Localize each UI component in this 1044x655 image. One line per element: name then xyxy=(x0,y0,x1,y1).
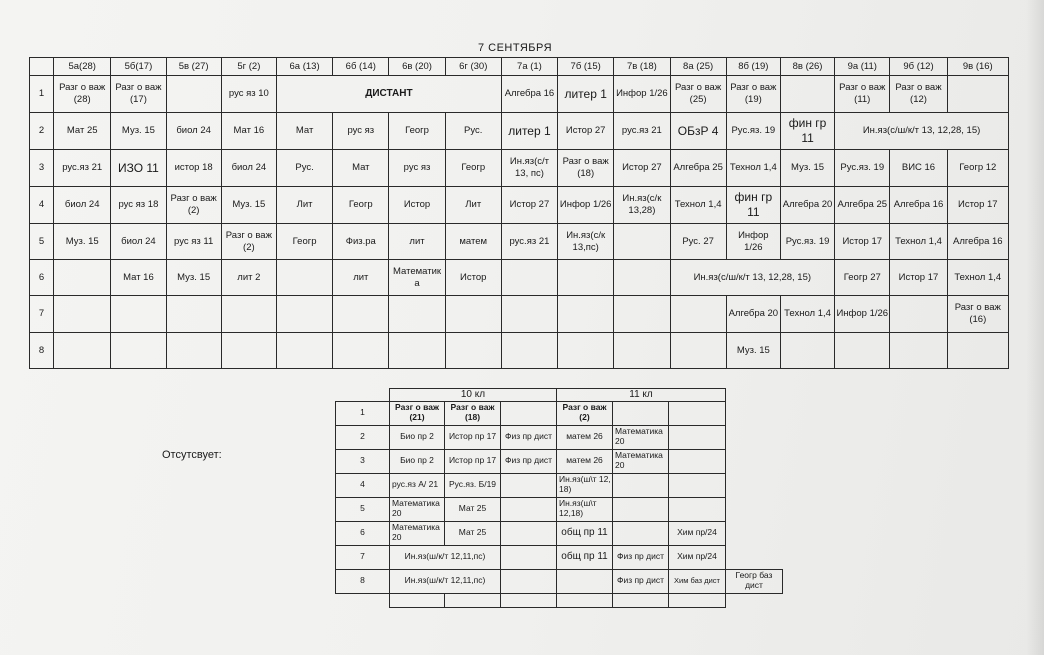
lesson-cell xyxy=(333,333,389,369)
lesson-cell: Алгебра 20 xyxy=(726,296,780,333)
lesson-cell: Истор пр 17 xyxy=(445,425,501,449)
lesson-cell: Алгебра 25 xyxy=(670,150,726,187)
lesson-cell: фин гр 11 xyxy=(726,187,780,224)
lesson-cell: Лит xyxy=(445,187,501,224)
lesson-cell: Геогр 27 xyxy=(835,260,890,296)
lesson-cell xyxy=(669,473,726,497)
lesson-cell xyxy=(613,497,669,521)
lesson-cell: биол 24 xyxy=(54,187,111,224)
lesson-cell xyxy=(669,425,726,449)
grade-header-row xyxy=(336,389,783,402)
lesson-cell xyxy=(276,296,332,333)
lesson-cell: рус яз 18 xyxy=(111,187,166,224)
lesson-number: 1 xyxy=(30,76,54,113)
lesson-cell: рус яз 11 xyxy=(166,224,221,260)
lesson-cell: Истор 27 xyxy=(501,187,557,224)
lesson-cell: Рус.яз. 19 xyxy=(726,113,780,150)
lesson-cell xyxy=(166,333,221,369)
lesson-number: 5 xyxy=(336,497,390,521)
lesson-cell: Рус.яз. 19 xyxy=(780,224,834,260)
lesson-cell: лит xyxy=(333,260,389,296)
class-header: 7а (1) xyxy=(501,58,557,76)
lesson-cell xyxy=(221,333,276,369)
lesson-cell xyxy=(54,333,111,369)
class-header: 9в (16) xyxy=(947,58,1008,76)
lesson-cell: биол 24 xyxy=(111,224,166,260)
lesson-row xyxy=(336,497,783,521)
lesson-cell: лит xyxy=(389,224,445,260)
lesson-row xyxy=(336,473,783,497)
lesson-cell xyxy=(276,260,332,296)
lesson-cell: Геогр xyxy=(445,150,501,187)
lesson-cell: фин гр 11 xyxy=(780,113,834,150)
lesson-cell xyxy=(614,260,670,296)
lesson-cell: Муз. 15 xyxy=(780,150,834,187)
lesson-cell xyxy=(670,333,726,369)
lesson-cell: рус.яз 21 xyxy=(501,224,557,260)
lesson-cell: истор 18 xyxy=(166,150,221,187)
lesson-cell xyxy=(669,401,726,425)
lesson-number: 7 xyxy=(336,545,390,569)
lesson-cell: Муз. 15 xyxy=(54,224,111,260)
lesson-cell: ИЗО 11 xyxy=(111,150,166,187)
class-header: 6а (13) xyxy=(276,58,332,76)
class-header: 8в (26) xyxy=(780,58,834,76)
lesson-cell: Разг о важ (2) xyxy=(557,401,613,425)
lesson-cell xyxy=(501,593,557,607)
lesson-cell: Технол 1,4 xyxy=(890,224,947,260)
lesson-cell xyxy=(445,593,501,607)
grade-11-header: 11 кл xyxy=(557,389,726,402)
merged-lesson-cell: Ин.яз(ш/к/т 12,11,пс) xyxy=(390,545,501,569)
blank-cell xyxy=(726,497,783,521)
lesson-cell xyxy=(501,473,557,497)
lesson-cell: Хим пр/24 xyxy=(669,545,726,569)
lesson-cell xyxy=(780,333,834,369)
lesson-number: 3 xyxy=(336,449,390,473)
lesson-cell: биол 24 xyxy=(221,150,276,187)
lesson-row xyxy=(30,76,1009,113)
lesson-cell: Истор 17 xyxy=(947,187,1008,224)
lesson-cell: Физ.ра xyxy=(333,224,389,260)
lesson-cell: Физ пр дист xyxy=(613,569,669,593)
lesson-cell xyxy=(614,224,670,260)
lesson-cell: Рус. xyxy=(276,150,332,187)
lesson-cell: Разг о важ (25) xyxy=(670,76,726,113)
lesson-row xyxy=(336,569,783,593)
lesson-cell: общ пр 11 xyxy=(557,545,613,569)
lesson-row xyxy=(30,113,1009,150)
lesson-cell: Разг о важ (17) xyxy=(111,76,166,113)
lesson-cell: Технол 1,4 xyxy=(947,260,1008,296)
lesson-cell xyxy=(558,260,614,296)
lesson-cell: Истор пр 17 xyxy=(445,449,501,473)
lesson-cell xyxy=(890,333,947,369)
lesson-cell: Разг о важ (18) xyxy=(445,401,501,425)
lesson-number: 4 xyxy=(30,187,54,224)
lesson-number: 2 xyxy=(30,113,54,150)
lesson-cell: Математика 20 xyxy=(390,497,445,521)
lesson-cell: Геогр баз дист xyxy=(726,569,783,593)
lesson-cell: Инфор 1/26 xyxy=(614,76,670,113)
lesson-cell xyxy=(166,76,221,113)
lesson-number: 8 xyxy=(30,333,54,369)
lesson-cell: Математика xyxy=(389,260,445,296)
blank-cell xyxy=(726,593,783,607)
lesson-row xyxy=(30,333,1009,369)
lesson-cell: Ин.яз(ш\т 12, 18) xyxy=(557,473,613,497)
lesson-row xyxy=(336,545,783,569)
lesson-cell: Рус.яз. 19 xyxy=(835,150,890,187)
class-header: 6в (20) xyxy=(389,58,445,76)
lesson-cell xyxy=(501,569,557,593)
lesson-cell: Рус. xyxy=(445,113,501,150)
page-title: 7 СЕНТЯБРЯ xyxy=(477,42,553,54)
lesson-cell: Ин.яз(ш\т 12,18) xyxy=(557,497,613,521)
lesson-cell: Мат 25 xyxy=(54,113,111,150)
lesson-row xyxy=(30,187,1009,224)
lesson-cell xyxy=(613,593,669,607)
lesson-cell xyxy=(501,521,557,545)
lesson-cell xyxy=(780,76,834,113)
lesson-cell: Физ пр дист xyxy=(501,425,557,449)
lesson-cell: Лит xyxy=(276,187,332,224)
lesson-cell xyxy=(54,260,111,296)
lesson-cell xyxy=(669,449,726,473)
lesson-cell xyxy=(111,333,166,369)
blank-cell xyxy=(726,425,783,449)
lesson-cell: Био пр 2 xyxy=(390,449,445,473)
page-shadow xyxy=(1026,0,1044,655)
lesson-cell: Истор xyxy=(445,260,501,296)
lesson-cell xyxy=(445,296,501,333)
lesson-cell: Алгебра 16 xyxy=(890,187,947,224)
corner-cell xyxy=(336,389,390,402)
lesson-cell: литер 1 xyxy=(558,76,614,113)
lesson-cell: Разг о важ (18) xyxy=(558,150,614,187)
lesson-cell: Технол 1,4 xyxy=(670,187,726,224)
class-header: 5г (2) xyxy=(221,58,276,76)
lesson-cell: Инфор 1/26 xyxy=(835,296,890,333)
lesson-cell xyxy=(166,296,221,333)
lesson-cell: Алгебра 16 xyxy=(501,76,557,113)
lesson-number: 6 xyxy=(30,260,54,296)
lesson-cell: Истор 17 xyxy=(890,260,947,296)
merged-lesson-cell: Ин.яз(с/ш/к/т 13, 12,28, 15) xyxy=(835,113,1009,150)
lesson-cell: Алгебра 20 xyxy=(780,187,834,224)
lesson-cell xyxy=(669,497,726,521)
lesson-cell: Инфор 1/26 xyxy=(558,187,614,224)
class-header: 9а (11) xyxy=(835,58,890,76)
lesson-cell: Ин.яз(с/к 13,28) xyxy=(614,187,670,224)
lesson-cell: Ин.яз(с/к 13,пс) xyxy=(558,224,614,260)
lesson-cell xyxy=(501,545,557,569)
lesson-cell: Инфор 1/26 xyxy=(726,224,780,260)
lesson-cell xyxy=(390,593,445,607)
blank-cell xyxy=(726,521,783,545)
grade-10-header: 10 кл xyxy=(390,389,557,402)
lesson-cell: Рус.яз. Б/19 xyxy=(445,473,501,497)
class-header: 6б (14) xyxy=(333,58,389,76)
lesson-cell: Математика 20 xyxy=(613,425,669,449)
class-header: 7в (18) xyxy=(614,58,670,76)
lesson-row xyxy=(30,150,1009,187)
lesson-cell xyxy=(947,76,1008,113)
absent-label: Отсутсвует: xyxy=(162,449,222,461)
lesson-cell xyxy=(111,296,166,333)
lesson-cell xyxy=(835,333,890,369)
lesson-cell: Технол 1,4 xyxy=(726,150,780,187)
lesson-cell: ВИС 16 xyxy=(890,150,947,187)
lesson-cell: Мат 16 xyxy=(111,260,166,296)
lesson-cell xyxy=(333,296,389,333)
lesson-cell xyxy=(501,260,557,296)
blank-cell xyxy=(726,473,783,497)
lesson-cell: Мат 16 xyxy=(221,113,276,150)
blank-cell xyxy=(726,545,783,569)
lesson-cell: Геогр xyxy=(389,113,445,150)
corner-cell xyxy=(30,58,54,76)
lesson-row xyxy=(30,260,1009,296)
lesson-cell xyxy=(669,593,726,607)
lesson-cell: Ин.яз(с/т 13, пс) xyxy=(501,150,557,187)
lesson-cell: Разг о важ (2) xyxy=(221,224,276,260)
lesson-row xyxy=(336,449,783,473)
lesson-cell: Рус. 27 xyxy=(670,224,726,260)
senior-schedule-table xyxy=(335,388,783,608)
lesson-cell xyxy=(445,333,501,369)
distant-cell: ДИСТАНТ xyxy=(276,76,501,113)
lesson-cell: Разг о важ (21) xyxy=(390,401,445,425)
lesson-cell: Истор 17 xyxy=(835,224,890,260)
lesson-cell: общ пр 11 xyxy=(557,521,613,545)
lesson-number: 4 xyxy=(336,473,390,497)
lesson-cell xyxy=(501,333,557,369)
lesson-row xyxy=(336,401,783,425)
lesson-number: 6 xyxy=(336,521,390,545)
lesson-cell: рус.яз 21 xyxy=(614,113,670,150)
lesson-cell: Мат xyxy=(276,113,332,150)
class-header: 5в (27) xyxy=(166,58,221,76)
empty-row xyxy=(336,593,783,607)
lesson-row xyxy=(30,224,1009,260)
lesson-cell: Физ пр дист xyxy=(501,449,557,473)
lesson-cell xyxy=(670,296,726,333)
class-header: 8б (19) xyxy=(726,58,780,76)
lesson-cell xyxy=(558,296,614,333)
lesson-cell: Математика 20 xyxy=(613,449,669,473)
blank-cell xyxy=(726,449,783,473)
lesson-cell: Физ пр дист xyxy=(613,545,669,569)
lesson-cell: лит 2 xyxy=(221,260,276,296)
lesson-number: 5 xyxy=(30,224,54,260)
lesson-cell: рус яз xyxy=(389,150,445,187)
lesson-cell: Мат xyxy=(333,150,389,187)
lesson-cell: Мат 25 xyxy=(445,521,501,545)
lesson-cell: Мат 25 xyxy=(445,497,501,521)
lesson-cell: Технол 1,4 xyxy=(780,296,834,333)
blank-cell xyxy=(726,389,783,402)
lesson-cell: Хим пр/24 xyxy=(669,521,726,545)
lesson-cell: рус.яз А/ 21 xyxy=(390,473,445,497)
lesson-cell xyxy=(613,473,669,497)
lesson-cell: Муз. 15 xyxy=(111,113,166,150)
lesson-cell: Алгебра 25 xyxy=(835,187,890,224)
lesson-number: 7 xyxy=(30,296,54,333)
lesson-cell xyxy=(614,296,670,333)
lesson-cell: Хим баз дист xyxy=(669,569,726,593)
lesson-cell: рус.яз 21 xyxy=(54,150,111,187)
lesson-number: 3 xyxy=(30,150,54,187)
lesson-cell: Разг о важ (19) xyxy=(726,76,780,113)
lesson-cell xyxy=(501,401,557,425)
lesson-cell xyxy=(614,333,670,369)
lesson-cell xyxy=(389,333,445,369)
lesson-number: 2 xyxy=(336,425,390,449)
lesson-cell: Муз. 15 xyxy=(166,260,221,296)
lesson-cell: рус яз 10 xyxy=(221,76,276,113)
lesson-number: 1 xyxy=(336,401,390,425)
lesson-cell: Разг о важ (2) xyxy=(166,187,221,224)
lesson-cell: матем 26 xyxy=(557,425,613,449)
merged-lesson-cell: Ин.яз(с/ш/к/т 13, 12,28, 15) xyxy=(670,260,835,296)
lesson-cell xyxy=(389,296,445,333)
lesson-cell: ОБзР 4 xyxy=(670,113,726,150)
lesson-cell xyxy=(947,333,1008,369)
lesson-cell: Муз. 15 xyxy=(726,333,780,369)
lesson-cell: матем 26 xyxy=(557,449,613,473)
lesson-cell: Геогр 12 xyxy=(947,150,1008,187)
lesson-cell: Разг о важ (11) xyxy=(835,76,890,113)
lesson-cell: Истор xyxy=(389,187,445,224)
lesson-cell: Био пр 2 xyxy=(390,425,445,449)
class-header-row xyxy=(30,58,1009,76)
lesson-number: 8 xyxy=(336,569,390,593)
lesson-cell: матем xyxy=(445,224,501,260)
class-header: 7б (15) xyxy=(558,58,614,76)
lesson-cell xyxy=(557,593,613,607)
class-header: 9б (12) xyxy=(890,58,947,76)
lesson-cell: Математика 20 xyxy=(390,521,445,545)
lesson-cell xyxy=(221,296,276,333)
lesson-row xyxy=(336,521,783,545)
lesson-row xyxy=(30,296,1009,333)
lesson-row xyxy=(336,425,783,449)
merged-lesson-cell: Ин.яз(ш/к/т 12,11,пс) xyxy=(390,569,501,593)
lesson-cell: рус яз xyxy=(333,113,389,150)
class-header: 8а (25) xyxy=(670,58,726,76)
lesson-cell: Разг о важ (28) xyxy=(54,76,111,113)
lesson-cell: литер 1 xyxy=(501,113,557,150)
lesson-cell xyxy=(54,296,111,333)
lesson-cell xyxy=(501,296,557,333)
class-header: 5б(17) xyxy=(111,58,166,76)
blank-cell xyxy=(336,593,390,607)
lesson-cell: Истор 27 xyxy=(558,113,614,150)
lesson-cell: Истор 27 xyxy=(614,150,670,187)
lesson-cell: Геогр xyxy=(276,224,332,260)
lesson-cell: Муз. 15 xyxy=(221,187,276,224)
lesson-cell xyxy=(557,569,613,593)
main-schedule-table xyxy=(29,57,1009,369)
class-header: 5а(28) xyxy=(54,58,111,76)
lesson-cell: Разг о важ (12) xyxy=(890,76,947,113)
lesson-cell xyxy=(613,401,669,425)
class-header: 6г (30) xyxy=(445,58,501,76)
lesson-cell: биол 24 xyxy=(166,113,221,150)
blank-cell xyxy=(726,401,783,425)
lesson-cell xyxy=(276,333,332,369)
lesson-cell xyxy=(890,296,947,333)
lesson-cell: Алгебра 16 xyxy=(947,224,1008,260)
lesson-cell xyxy=(613,521,669,545)
lesson-cell: Разг о важ (16) xyxy=(947,296,1008,333)
lesson-cell: Геогр xyxy=(333,187,389,224)
lesson-cell xyxy=(558,333,614,369)
lesson-cell xyxy=(501,497,557,521)
